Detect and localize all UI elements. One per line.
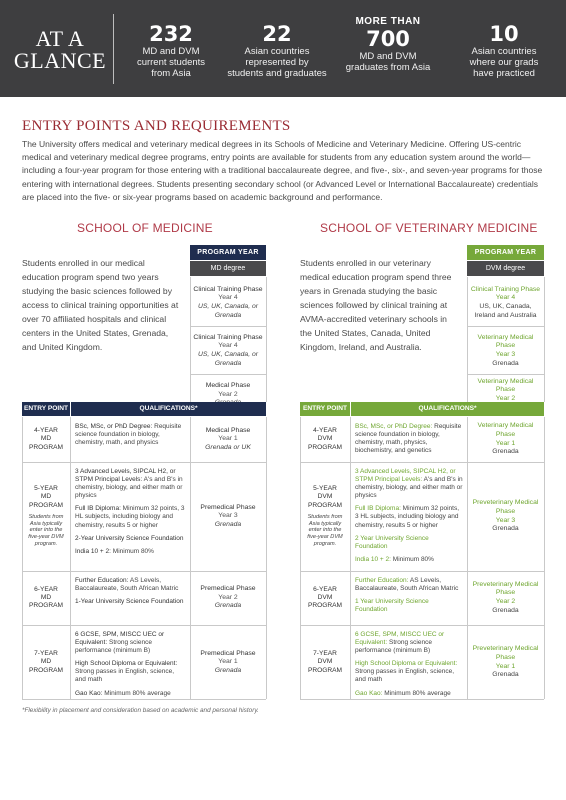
top-phase-cell [190, 328, 266, 374]
qualification-name: Further Education: [75, 577, 129, 584]
qualifications-cell [75, 631, 186, 703]
qualifications-cell [355, 631, 463, 703]
col-line [266, 277, 267, 402]
entry-point-line: DVM [317, 593, 333, 601]
phase-location: Grenada [492, 359, 519, 367]
entry-point-line: DVM [317, 435, 333, 443]
qualification-name: Gao Kao: [355, 689, 383, 697]
phase-year: Year 2 [218, 593, 238, 601]
qualification-name: India 10 + 2: [355, 555, 391, 563]
qualifications-cell [355, 468, 463, 569]
medicine-description: Students enrolled in our medical education program spend two years studying the basic sciences followed by access to clinical training opportunities at over 70 affiliated hospitals and clinical centers in the United States, Grenada, and United Kingdom. [22, 258, 179, 352]
entry-point-line: PROGRAM [307, 501, 343, 509]
qualification-detail: Minimum 32 points, 3 HL subjects, including biology and chemistry, results 5 or higher [355, 505, 460, 529]
phase-name: Medical Phase [205, 382, 251, 390]
stat-prefix: MORE THAN [355, 16, 421, 27]
qualification-name: Full IB Diploma: [355, 505, 401, 513]
row-phase-cell [467, 417, 544, 462]
qualifications-cell [75, 577, 186, 611]
qualification-item [75, 660, 186, 684]
stat-desc-line: Asian countries [471, 46, 537, 57]
qualifications-header: QUALIFICATIONS* [351, 402, 544, 416]
phase-name: Veterinary Medical Phase [477, 333, 534, 350]
stat-countries [222, 22, 332, 79]
phase-location: US, UK, Canada, or Grenada [197, 351, 259, 367]
phase-year: Year 4 [495, 294, 516, 302]
stat-number: 10 [489, 22, 519, 46]
entry-point-line: 6-YEAR [34, 585, 58, 593]
phase-name: Medical Phase [205, 426, 251, 434]
phase-year: Year 3 [495, 516, 516, 524]
degree-label: MD degree [190, 261, 266, 276]
qualification-detail: Requisite science foundation in biology, chemistry, math, and physics [75, 423, 182, 447]
glance-title-line-2: GLANCE [13, 48, 107, 73]
qualifications-cell [75, 468, 186, 561]
qualification-name: High School Diploma or Equivalent: [75, 660, 178, 668]
qualification-detail: Strong science performance (minimum B) [75, 639, 152, 655]
qualification-name: India 10 + 2: [75, 547, 111, 555]
col-line [266, 417, 267, 699]
qualification-name: 1 Year University Science Foundation [355, 598, 429, 614]
qualification-detail: AS Levels, Baccalaureate, South African Matric [75, 577, 179, 593]
qualification-detail: Strong passes in English, science, and math [355, 668, 454, 684]
col-line [70, 417, 71, 699]
stat-graduates [338, 16, 438, 73]
phase-year: Year 1 [218, 435, 238, 443]
qualification-detail: Strong passes in English, science, and math [75, 668, 174, 684]
entry-point-line: PROGRAM [28, 443, 64, 451]
banner-divider [113, 14, 114, 84]
phase-year: Year 4 [218, 294, 238, 302]
entry-point-cell [22, 571, 70, 625]
stat-number: 232 [149, 22, 193, 46]
qualification-item [355, 556, 463, 564]
top-phase-cell [190, 280, 266, 326]
qualification-item [75, 423, 186, 447]
phase-year: Year 1 [495, 662, 516, 670]
phase-location: Grenada [214, 602, 242, 610]
row-line [467, 374, 544, 375]
row-phase-cell [190, 571, 266, 625]
phase-location: US, UK, Canada, or Grenada [197, 303, 259, 319]
phase-location: US, UK, Canada, Ireland and Australia [474, 303, 537, 319]
phase-year: Year 4 [218, 342, 238, 350]
qualification-detail: Minimum 80% [390, 555, 434, 563]
qualification-detail: Strong science performance (minimum B) [355, 639, 432, 655]
row-line [467, 326, 544, 327]
entry-point-line: PROGRAM [307, 602, 343, 610]
at-a-glance-banner [0, 0, 566, 97]
entry-point-line: DVM [317, 493, 333, 501]
qualification-item [355, 577, 463, 593]
qualification-item [75, 631, 186, 655]
entry-point-line: MD [40, 593, 52, 601]
stat-number: 700 [366, 27, 410, 51]
qualification-detail: Minimum 80% [110, 547, 154, 555]
qualification-name: 6 GCSE, SPM, MISCC UEC or Equivalent: [75, 631, 165, 647]
entry-point-line: PROGRAM [28, 666, 64, 674]
entry-point-line: PROGRAM [28, 501, 64, 509]
entry-point-line: 6-YEAR [313, 585, 337, 593]
phase-name: Preveterinary Medical Phase [472, 499, 539, 515]
phase-year: Year 2 [218, 390, 238, 398]
entry-point-cell [22, 417, 70, 462]
qualification-item [355, 468, 463, 500]
entry-point-line: DVM [317, 658, 333, 666]
qualification-item [355, 660, 463, 684]
vet-description: Students enrolled in our veterinary medical education program spend three years in Grenada studying the basic sciences followed by clinical training at AVMA-accredited veterinary schools in the United States, Canada, United Kingdom, Ireland, and Australia. [300, 258, 452, 352]
qualification-detail: Minimum 80% average [102, 689, 171, 697]
qualification-item [355, 631, 463, 655]
stat-desc-line: Asian countries [244, 46, 310, 57]
entry-point-cell [300, 571, 350, 625]
qualification-name: 6 GCSE, SPM, MISCC UEC or Equivalent: [355, 631, 445, 647]
row-phase-cell [467, 625, 544, 700]
phase-name: Veterinary Medical Phase [477, 422, 534, 438]
entry-point-note: Students from Asia typically enter into the five-year DVM program. [307, 513, 343, 547]
section-title: ENTRY POINTS AND REQUIREMENTS [22, 118, 291, 134]
phase-location: Grenada or UK [205, 443, 251, 451]
phase-location: Grenada [492, 671, 519, 679]
row-phase-cell [190, 625, 266, 700]
entry-point-line: 5-YEAR [313, 485, 337, 493]
qualifications-header: QUALIFICATIONS* [71, 402, 266, 416]
qualification-item [75, 505, 186, 529]
qualification-item [355, 505, 463, 529]
phase-location: Grenada [214, 520, 242, 528]
phase-year: Year 2 [495, 395, 516, 402]
entry-point-cell [300, 625, 350, 700]
qualification-item [75, 548, 186, 556]
entry-point-line: MD [40, 658, 52, 666]
stat-desc-line: graduates from Asia [345, 62, 431, 73]
entry-point-note: Students from Asia typically enter into the five-year DVM program. [28, 513, 64, 547]
program-year-header: PROGRAM YEAR [190, 245, 266, 260]
stat-desc-line: represented by [245, 57, 309, 68]
entry-point-header: ENTRY POINT [300, 402, 350, 416]
degree-label: DVM degree [467, 261, 544, 276]
qualification-name: 2-Year University Science Foundation [75, 534, 184, 542]
entry-point-line: MD [40, 493, 52, 501]
stat-desc-line: where our grads [469, 57, 539, 68]
row-phase-cell [467, 571, 544, 625]
qualification-detail: Minimum 80% average [382, 689, 451, 697]
entry-point-line: 7-YEAR [34, 650, 58, 658]
entry-point-line: 5-YEAR [34, 485, 58, 493]
phase-location: Grenada [492, 606, 519, 614]
entry-point-line: PROGRAM [307, 666, 343, 674]
phase-name: Veterinary Medical Phase [477, 377, 534, 394]
col-line [544, 277, 545, 402]
phase-name: Premedical Phase [200, 649, 256, 657]
phase-year: Year 1 [495, 439, 516, 447]
stat-desc-line: students and graduates [227, 68, 327, 79]
qualification-item [355, 535, 463, 551]
stat-desc-line: current students [136, 57, 206, 68]
qualification-name: 3 Advanced Levels, SIPCAL H2, or STPM Principal Levels: [75, 468, 176, 484]
qualification-item [355, 423, 463, 455]
qualification-name: Further Education: [355, 577, 409, 584]
row-phase-cell [190, 417, 266, 462]
qualifications-cell [355, 577, 463, 619]
phase-name: Preveterinary Medical Phase [472, 580, 539, 597]
stat-desc-line: MD and DVM [359, 51, 417, 62]
entry-point-line: PROGRAM [307, 443, 343, 451]
stat-students [118, 22, 224, 79]
phase-name: Clinical Training Phase [193, 333, 263, 341]
entry-point-cell [300, 417, 350, 462]
qualification-item [355, 598, 463, 614]
entry-point-cell [22, 462, 70, 571]
stat-number: 22 [262, 22, 292, 46]
phase-name: Clinical Training Phase [193, 285, 263, 293]
phase-year: Year 2 [495, 598, 516, 605]
vet-title: SCHOOL OF VETERINARY MEDICINE [320, 221, 538, 235]
phase-year: Year 3 [218, 512, 238, 520]
qualification-name: Full IB Diploma: [75, 505, 121, 513]
row-phase-cell [467, 462, 544, 571]
qualification-item [75, 535, 186, 543]
qualification-detail: AS Levels, Baccalaureate, South African Matric [355, 577, 459, 593]
entry-point-line: 4-YEAR [313, 427, 337, 435]
phase-location: Grenada [492, 525, 519, 533]
qualification-detail: Minimum 32 points, 3 HL subjects, including biology and chemistry, results 5 or higher [75, 505, 185, 529]
phase-name: Clinical Training Phase [470, 285, 541, 293]
qualification-detail: A's and B's in chemistry, biology, and either math or physics [75, 476, 183, 500]
row-phase-cell [190, 462, 266, 571]
stat-desc-line: from Asia [151, 68, 191, 79]
qualification-item [75, 468, 186, 500]
phase-location: Grenada [492, 448, 519, 456]
top-phase-cell [467, 280, 544, 326]
entry-point-cell [300, 462, 350, 571]
phase-name: Premedical Phase [200, 585, 256, 593]
row-line [190, 326, 266, 327]
phase-year: Year 3 [495, 351, 516, 358]
intro-paragraph: The University offers medical and veterinary medical degrees in its Schools of Medicine and Veterinary Medicine. Offering US-centric medical and veterinary medical degree programs, entry points are available for students from any education system around the world—including a four-year program for those entering with a traditional baccalaureate degree, and five-, six-, and seven-year programs for those entering with international degrees. Students presenting secondary school (or Advanced Level or International Baccalaureate) credentials are placed into the five- or six-year programs based on academic background and performance. [22, 139, 543, 202]
phase-location: Grenada [214, 666, 242, 674]
qualification-detail: Requisite science foundation in biology, chemistry, math, physics, biochemistry, and genetics [355, 423, 462, 455]
qualification-item [75, 577, 186, 593]
col-line [544, 417, 545, 699]
program-year-header: PROGRAM YEAR [467, 245, 544, 260]
row-line [190, 374, 266, 375]
qualification-item [75, 690, 186, 698]
stat-practice-countries [454, 22, 554, 79]
stat-desc-line: have practiced [473, 68, 535, 79]
qualification-detail: A's and B's in chemistry, biology, and either math or physics [355, 476, 463, 500]
stat-desc-line: MD and DVM [142, 46, 200, 57]
entry-point-line: 4-YEAR [34, 427, 58, 435]
qualification-item [355, 690, 463, 698]
qualifications-cell [75, 423, 186, 452]
qualification-name: 1-Year University Science Foundation [75, 598, 184, 606]
entry-point-line: 7-YEAR [313, 650, 337, 658]
qualification-name: High School Diploma or Equivalent: [355, 660, 458, 668]
qualification-name: 3 Advanced Levels, SIPCAL H2, or STPM Principal Levels: [355, 468, 456, 484]
phase-year: Year 1 [218, 658, 238, 666]
qualification-name: 2 Year University Science Foundation [355, 534, 429, 550]
entry-point-line: MD [40, 435, 52, 443]
phase-name: Preveterinary Medical Phase [472, 645, 539, 661]
entry-point-header: ENTRY POINT [22, 402, 70, 416]
col-line [350, 417, 351, 699]
top-phase-cell [467, 328, 544, 374]
qualifications-cell [355, 423, 463, 460]
entry-point-line: PROGRAM [28, 602, 64, 610]
qualification-name: BSc, MSc, or PhD Degree: [75, 423, 153, 430]
glance-title-line-1: AT A [35, 26, 85, 51]
qualification-name: BSc, MSc, or PhD Degree: [355, 423, 433, 430]
qualification-name: Gao Kao: [75, 689, 103, 697]
glance-title [10, 28, 110, 72]
phase-name: Premedical Phase [200, 503, 256, 511]
qualification-item [75, 598, 186, 606]
footnote: *Flexibility in placement and consideration based on academic and personal history. [22, 707, 259, 714]
entry-point-cell [22, 625, 70, 700]
medicine-title: SCHOOL OF MEDICINE [77, 221, 213, 235]
